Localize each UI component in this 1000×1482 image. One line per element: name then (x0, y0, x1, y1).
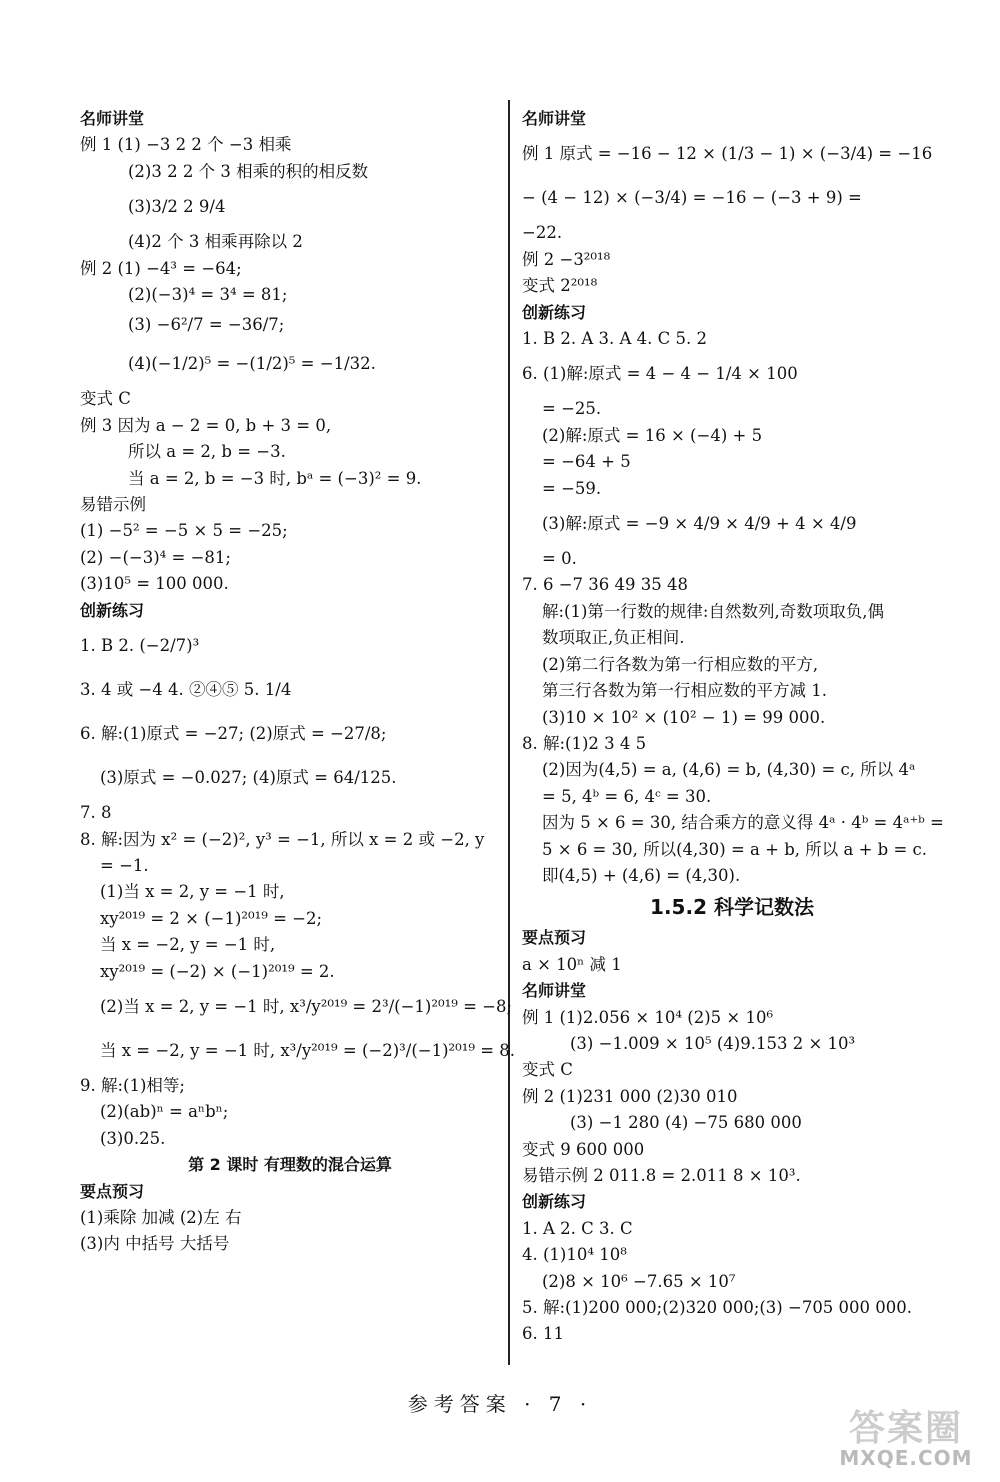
left-line: (2)3 2 2 个 3 相乘的积的相反数 (128, 161, 369, 181)
right-line: 5. 解:(1)200 000;(2)320 000;(3) −705 000 000. (522, 1298, 913, 1318)
column-divider (508, 100, 510, 1365)
right-line: (2)因为(4,5) = a, (4,6) = b, (4,30) = c, 所以 4ᵃ (542, 760, 916, 780)
right-line: 1.5.2 科学记数法 (650, 895, 814, 920)
right-line: 名师讲堂 (522, 981, 587, 1001)
right-line: (2)解:原式 = 16 × (−4) + 5 (542, 425, 763, 445)
right-line: 5 × 6 = 30, 所以(4,30) = a + b, 所以 a + b = c. (542, 839, 928, 859)
right-line: 易错示例 2 011.8 = 2.011 8 × 10³. (522, 1166, 801, 1185)
watermark-url: MXQE.COM (839, 1446, 973, 1470)
left-line: (3)0.25. (100, 1128, 166, 1148)
right-line: 创新练习 (522, 1192, 587, 1212)
left-line: (1) −5² = −5 × 5 = −25; (80, 521, 288, 541)
right-line: a × 10ⁿ 减 1 (522, 954, 622, 974)
left-line: 易错示例 (80, 495, 146, 515)
left-line: (3)3/2 2 9/4 (128, 197, 226, 217)
left-line: 所以 a = 2, b = −3. (128, 442, 286, 462)
right-line: 解:(1)第一行数的规律:自然数列,奇数项取负,偶 (542, 601, 884, 621)
watermark-logo (826, 1400, 986, 1476)
left-line: 变式 C (80, 389, 131, 409)
right-line: 即(4,5) + (4,6) = (4,30). (542, 865, 741, 885)
left-line: 当 x = −2, y = −1 时, (100, 935, 276, 955)
left-line: 7. 8 (80, 803, 112, 823)
left-line: (3)10⁵ = 100 000. (80, 574, 229, 594)
left-line: xy²⁰¹⁹ = 2 × (−1)²⁰¹⁹ = −2; (100, 908, 323, 928)
right-line: (3) −1.009 × 10⁵ (4)9.153 2 × 10³ (570, 1033, 856, 1053)
left-line: (2)当 x = 2, y = −1 时, x³/y²⁰¹⁹ = 2³/(−1)²⁰¹⁹ = −8; (100, 996, 513, 1016)
right-line: 6. 11 (522, 1324, 564, 1344)
left-line: (3) −6²/7 = −36/7; (128, 315, 285, 335)
right-line: 1. B 2. A 3. A 4. C 5. 2 (522, 329, 707, 349)
left-line: (2)(−3)⁴ = 3⁴ = 81; (128, 285, 288, 305)
right-line: 变式 2²⁰¹⁸ (522, 276, 598, 296)
right-line: = −59. (542, 478, 602, 498)
left-line: (1)当 x = 2, y = −1 时, (100, 882, 285, 902)
left-line: 例 3 因为 a − 2 = 0, b + 3 = 0, (80, 415, 332, 435)
right-line: (2)8 × 10⁶ −7.65 × 10⁷ (542, 1271, 736, 1291)
right-line: 例 2 (1)231 000 (2)30 010 (522, 1086, 738, 1106)
left-line: 要点预习 (80, 1181, 145, 1201)
right-line: 例 2 −3²⁰¹⁸ (522, 249, 611, 269)
watermark-text: 答案圈 (848, 1408, 963, 1449)
left-line: 创新练习 (80, 600, 145, 620)
right-line: 第三行各数为第一行相应数的平方减 1. (542, 681, 827, 701)
right-line: 变式 C (522, 1060, 573, 1080)
left-line: 1. B 2. (−2/7)³ (80, 636, 200, 656)
left-line: (3)原式 = −0.027; (4)原式 = 64/125. (100, 768, 397, 788)
right-line: (3)10 × 10² × (10² − 1) = 99 000. (542, 707, 826, 727)
left-line: (1)乘除 加减 (2)左 右 (80, 1207, 242, 1227)
right-line: 7. 6 −7 36 49 35 48 (522, 575, 689, 595)
right-line: 例 1 (1)2.056 × 10⁴ (2)5 × 10⁶ (522, 1007, 774, 1027)
right-line: −22. (522, 223, 563, 243)
left-line: (4)(−1/2)⁵ = −(1/2)⁵ = −1/32. (128, 354, 376, 374)
right-line: 要点预习 (522, 928, 587, 948)
left-line: (3)内 中括号 大括号 (80, 1234, 230, 1254)
left-line: xy²⁰¹⁹ = (−2) × (−1)²⁰¹⁹ = 2. (100, 961, 335, 981)
right-line: 4. (1)10⁴ 10⁸ (522, 1245, 627, 1265)
right-line: 例 1 原式 = −16 − 12 × (1/3 − 1) × (−3/4) = −16 (522, 144, 933, 164)
right-line: 1. A 2. C 3. C (522, 1218, 633, 1238)
right-line: = −25. (542, 399, 602, 419)
left-line: 当 a = 2, b = −3 时, bᵃ = (−3)² = 9. (128, 468, 422, 488)
left-line: 9. 解:(1)相等; (80, 1075, 185, 1095)
left-line: 3. 4 或 −4 4. ②④⑤ 5. 1/4 (80, 680, 292, 700)
right-line: 8. 解:(1)2 3 4 5 (522, 733, 647, 753)
right-line: (3) −1 280 (4) −75 680 000 (570, 1113, 802, 1133)
right-line: − (4 − 12) × (−3/4) = −16 − (−3 + 9) = (522, 188, 862, 208)
page-footer: 参考答案 · 7 · (407, 1392, 593, 1416)
right-line: (2)第二行各数为第一行相应数的平方, (542, 654, 819, 674)
right-line: = −64 + 5 (542, 452, 631, 472)
right-line: 6. (1)解:原式 = 4 − 4 − 1/4 × 100 (522, 364, 798, 384)
left-line: (2) −(−3)⁴ = −81; (80, 547, 231, 567)
left-line: (2)(ab)ⁿ = aⁿbⁿ; (100, 1102, 229, 1122)
left-line: 名师讲堂 (80, 109, 145, 128)
left-line: 第 2 课时 有理数的混合运算 (188, 1155, 392, 1175)
right-line: 创新练习 (522, 302, 587, 322)
left-line: 6. 解:(1)原式 = −27; (2)原式 = −27/8; (80, 724, 387, 744)
left-line: 例 1 (1) −3 2 2 个 −3 相乘 (80, 135, 292, 155)
right-line: 名师讲堂 (522, 109, 587, 128)
left-line: = −1. (100, 855, 149, 875)
right-line: = 0. (542, 549, 577, 569)
left-line: 例 2 (1) −4³ = −64; (80, 258, 242, 278)
left-line: 当 x = −2, y = −1 时, x³/y²⁰¹⁹ = (−2)³/(−1)²⁰¹⁹ = 8. (100, 1040, 516, 1060)
right-line: 变式 9 600 000 (522, 1139, 645, 1159)
right-line: 数项取正,负正相间. (542, 628, 685, 648)
left-line: 8. 解:因为 x² = (−2)², y³ = −1, 所以 x = 2 或 −2, y (80, 829, 485, 849)
left-line: (4)2 个 3 相乘再除以 2 (128, 232, 303, 252)
left-column (80, 106, 516, 1258)
right-line: = 5, 4ᵇ = 6, 4ᶜ = 30. (542, 786, 712, 806)
right-line: 因为 5 × 6 = 30, 结合乘方的意义得 4ᵃ · 4ᵇ = 4ᵃ⁺ᵇ = (542, 813, 944, 833)
right-column (522, 106, 942, 1348)
right-line: (3)解:原式 = −9 × 4/9 × 4/9 + 4 × 4/9 (542, 514, 857, 534)
